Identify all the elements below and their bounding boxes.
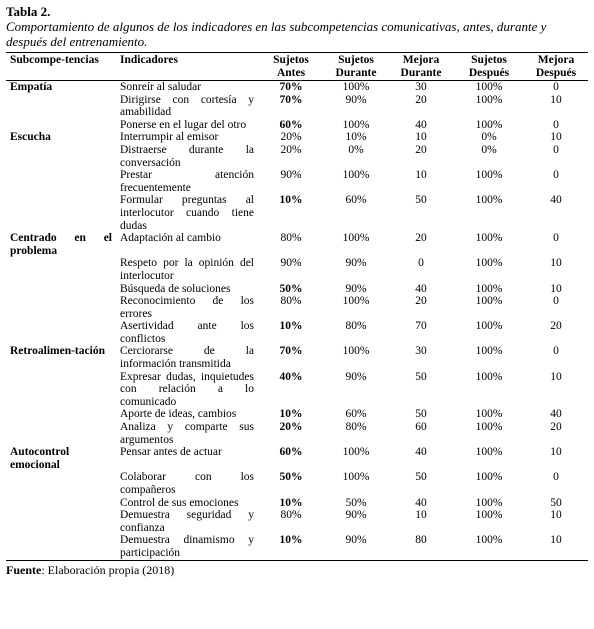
sujetos-antes-cell: 70% (279, 93, 303, 106)
subcompetencia-cell (6, 283, 116, 296)
sujetos-antes-cell: 80% (280, 295, 302, 308)
sujetos-antes-cell: 50% (279, 471, 303, 484)
sujetos-antes-cell: 90% (280, 169, 302, 182)
sujetos-durante-cell: 80% (345, 320, 367, 333)
subcompetencia-cell (6, 295, 116, 320)
source-label: Fuente (6, 562, 42, 577)
sujetos-despues-cell: 100% (475, 408, 503, 421)
mejora-despues-cell: 10 (550, 257, 562, 270)
header-sujetos-antes: Sujetos Antes (273, 54, 309, 79)
mejora-despues-cell: 10 (550, 509, 562, 522)
subcompetencia-cell: Escucha (10, 131, 51, 144)
indicador-cell: Interrumpir al emisor (120, 131, 219, 144)
subcompetencia-cell (6, 421, 116, 446)
mejora-durante-cell: 10 (415, 131, 427, 144)
mejora-durante-cell: 50 (415, 194, 427, 207)
sujetos-despues-cell: 100% (475, 257, 503, 270)
sujetos-durante-cell: 60% (345, 408, 367, 421)
subcompetencia-cell (6, 144, 116, 169)
indicador-cell: Sonreír al saludar (120, 81, 202, 93)
sujetos-despues-cell: 100% (475, 93, 503, 106)
sujetos-antes-cell: 80% (280, 232, 302, 245)
sujetos-despues-cell: 100% (475, 509, 503, 522)
table-row (6, 295, 588, 320)
sujetos-antes-cell: 10% (279, 320, 303, 333)
sujetos-despues-cell: 100% (475, 282, 503, 295)
subcompetencia-cell: Empatía (10, 81, 53, 93)
indicador-cell: Reconocimiento de los errores (120, 295, 254, 320)
sujetos-despues-cell: 100% (475, 118, 503, 131)
table-row (6, 81, 588, 94)
sujetos-durante-cell: 90% (345, 370, 367, 383)
sujetos-durante-cell: 100% (342, 169, 370, 182)
mejora-durante-cell: 60 (415, 421, 427, 434)
sujetos-antes-cell: 20% (279, 421, 303, 434)
mejora-despues-cell: 20 (550, 320, 562, 333)
mejora-durante-cell: 10 (415, 509, 427, 522)
table-row (6, 534, 588, 560)
sujetos-antes-cell: 60% (279, 118, 303, 131)
mejora-despues-cell: 0 (553, 345, 559, 358)
header-mejora-despues: Mejora Después (535, 54, 577, 79)
subcompetencia-cell: Autocontrol emocional (10, 446, 70, 471)
sujetos-durante-cell: 100% (342, 81, 370, 93)
table-row (6, 408, 588, 421)
indicador-cell: Colaborar con los compañeros (120, 471, 254, 496)
mejora-durante-cell: 40 (415, 496, 427, 509)
indicador-cell: Cerciorarse de la información transmitida (120, 345, 254, 371)
sujetos-durante-cell: 90% (345, 509, 367, 522)
subcompetencia-cell: Retroalimen-tación (10, 345, 105, 358)
mejora-durante-cell: 50 (415, 370, 427, 383)
subcompetencia-cell (6, 471, 116, 496)
sujetos-durante-cell: 50% (345, 496, 367, 509)
mejora-durante-cell: 20 (415, 295, 427, 308)
indicador-cell: Adaptación al cambio (120, 232, 221, 245)
sujetos-durante-cell: 90% (345, 93, 367, 106)
indicador-cell: Analiza y comparte sus argumentos (120, 421, 254, 446)
mejora-despues-cell: 10 (550, 446, 562, 459)
table-row (6, 194, 588, 232)
indicador-cell: Prestar atención frecuentemente (120, 169, 254, 194)
subcompetencia-cell (6, 257, 116, 282)
table-row (6, 131, 588, 144)
indicador-cell: Demuestra seguridad y confianza (120, 509, 254, 534)
sujetos-despues-cell: 100% (475, 320, 503, 333)
sujetos-durante-cell: 100% (342, 471, 370, 484)
source-text: : Elaboración propia (2018) (41, 562, 175, 577)
source-note (6, 563, 588, 577)
table-header-row (6, 53, 588, 81)
sujetos-durante-cell: 100% (342, 232, 370, 245)
subcompetencia-cell (6, 320, 116, 345)
sujetos-durante-cell: 60% (345, 194, 367, 207)
subcompetencia-cell (6, 408, 116, 421)
mejora-durante-cell: 0 (418, 257, 424, 270)
sujetos-durante-cell: 100% (342, 345, 370, 358)
sujetos-despues-cell: 0% (481, 131, 497, 144)
sujetos-despues-cell: 0% (481, 143, 497, 156)
header-mejora-durante: Mejora Durante (400, 54, 442, 79)
sujetos-despues-cell: 100% (475, 496, 503, 509)
subcompetencia-cell: Centrado en el problema (10, 232, 112, 257)
sujetos-despues-cell: 100% (475, 194, 503, 207)
table-row (6, 283, 588, 296)
subcompetencia-cell (6, 497, 116, 510)
mejora-despues-cell: 40 (550, 194, 562, 207)
table-number: Tabla 2. (6, 4, 51, 19)
sujetos-durante-cell: 100% (342, 446, 370, 459)
sujetos-durante-cell: 90% (345, 534, 367, 547)
sujetos-despues-cell: 100% (475, 232, 503, 245)
mejora-durante-cell: 50 (415, 471, 427, 484)
sujetos-antes-cell: 10% (279, 496, 303, 509)
indicators-table (6, 52, 588, 561)
mejora-durante-cell: 30 (415, 81, 427, 93)
mejora-durante-cell: 20 (415, 232, 427, 245)
table-row (6, 94, 588, 119)
table-row (6, 446, 588, 471)
mejora-durante-cell: 80 (415, 534, 427, 547)
table-row (6, 345, 588, 370)
header-indicadores: Indicadores (120, 54, 178, 66)
sujetos-antes-cell: 10% (279, 534, 303, 547)
mejora-despues-cell: 0 (553, 232, 559, 245)
sujetos-durante-cell: 100% (342, 118, 370, 131)
mejora-durante-cell: 20 (415, 143, 427, 156)
indicador-cell: Control de sus emociones (120, 496, 239, 509)
subcompetencia-cell (6, 194, 116, 232)
mejora-durante-cell: 50 (415, 408, 427, 421)
sujetos-despues-cell: 100% (475, 446, 503, 459)
sujetos-antes-cell: 60% (279, 446, 303, 459)
sujetos-despues-cell: 100% (475, 370, 503, 383)
table-body (6, 81, 588, 561)
indicador-cell: Búsqueda de soluciones (120, 282, 231, 295)
indicador-cell: Expresar dudas, inquietudes con relación a lo comunicado (120, 370, 254, 408)
mejora-despues-cell: 40 (550, 408, 562, 421)
subcompetencia-cell (6, 94, 116, 119)
subcompetencia-cell (6, 169, 116, 194)
indicador-cell: Ponerse en el lugar del otro (120, 118, 247, 131)
sujetos-antes-cell: 80% (280, 509, 302, 522)
subcompetencia-cell (6, 509, 116, 534)
table-row (6, 320, 588, 345)
mejora-despues-cell: 10 (550, 370, 562, 383)
mejora-despues-cell: 50 (550, 496, 562, 509)
sujetos-durante-cell: 100% (342, 295, 370, 308)
sujetos-antes-cell: 50% (279, 282, 303, 295)
table-row (6, 471, 588, 496)
indicador-cell: Demuestra dinamismo y participación (120, 534, 254, 559)
mejora-despues-cell: 10 (550, 93, 562, 106)
table-row (6, 144, 588, 169)
sujetos-antes-cell: 20% (280, 143, 302, 156)
sujetos-despues-cell: 100% (475, 534, 503, 547)
mejora-durante-cell: 40 (415, 446, 427, 459)
mejora-durante-cell: 30 (415, 345, 427, 358)
indicador-cell: Dirigirse con cortesía y amabilidad (120, 93, 254, 119)
table-caption: Comportamiento de algunos de los indicadores en las subcompetencias comunicativas, antes, durante y después del entrenamiento. (6, 19, 547, 49)
mejora-despues-cell: 0 (553, 118, 559, 131)
sujetos-despues-cell: 100% (475, 471, 503, 484)
subcompetencia-cell (6, 534, 116, 560)
sujetos-durante-cell: 90% (345, 282, 367, 295)
indicador-cell: Respeto por la opinión del interlocutor (120, 257, 254, 282)
sujetos-antes-cell: 40% (279, 370, 303, 383)
indicador-cell: Formular preguntas al interlocutor cuando tiene dudas (120, 194, 254, 232)
indicador-cell: Asertividad ante los conflictos (120, 320, 254, 345)
sujetos-durante-cell: 90% (345, 257, 367, 270)
sujetos-antes-cell: 10% (279, 408, 303, 421)
header-sujetos-despues: Sujetos Después (468, 54, 510, 79)
sujetos-despues-cell: 100% (475, 421, 503, 434)
mejora-durante-cell: 40 (415, 118, 427, 131)
header-sujetos-durante: Sujetos Durante (335, 54, 377, 79)
indicador-cell: Aporte de ideas, cambios (120, 408, 237, 421)
table-row (6, 119, 588, 132)
sujetos-durante-cell: 80% (345, 421, 367, 434)
table-row (6, 371, 588, 409)
sujetos-antes-cell: 70% (279, 81, 303, 93)
table-row (6, 509, 588, 534)
sujetos-antes-cell: 20% (280, 131, 302, 144)
table-row (6, 421, 588, 446)
mejora-durante-cell: 10 (415, 169, 427, 182)
sujetos-antes-cell: 90% (280, 257, 302, 270)
sujetos-durante-cell: 0% (348, 143, 364, 156)
mejora-durante-cell: 70 (415, 320, 427, 333)
mejora-despues-cell: 10 (550, 534, 562, 547)
mejora-despues-cell: 0 (553, 295, 559, 308)
sujetos-despues-cell: 100% (475, 345, 503, 358)
table-row (6, 497, 588, 510)
sujetos-durante-cell: 10% (345, 131, 367, 144)
table-row (6, 232, 588, 257)
sujetos-despues-cell: 100% (475, 81, 503, 93)
mejora-despues-cell: 20 (550, 421, 562, 434)
mejora-despues-cell: 10 (550, 131, 562, 144)
mejora-durante-cell: 20 (415, 93, 427, 106)
sujetos-despues-cell: 100% (475, 169, 503, 182)
sujetos-despues-cell: 100% (475, 295, 503, 308)
subcompetencia-cell (6, 371, 116, 409)
table-row (6, 257, 588, 282)
header-subcompetencias: Subcompe-tencias (10, 54, 99, 66)
sujetos-antes-cell: 70% (279, 345, 303, 358)
mejora-despues-cell: 10 (550, 282, 562, 295)
mejora-despues-cell: 0 (553, 143, 559, 156)
mejora-despues-cell: 0 (553, 471, 559, 484)
mejora-despues-cell: 0 (553, 169, 559, 182)
indicador-cell: Distraerse durante la conversación (120, 143, 254, 169)
sujetos-antes-cell: 10% (279, 194, 303, 207)
table-row (6, 169, 588, 194)
mejora-durante-cell: 40 (415, 282, 427, 295)
indicador-cell: Pensar antes de actuar (120, 446, 222, 459)
mejora-despues-cell: 0 (553, 81, 559, 93)
subcompetencia-cell (6, 119, 116, 132)
